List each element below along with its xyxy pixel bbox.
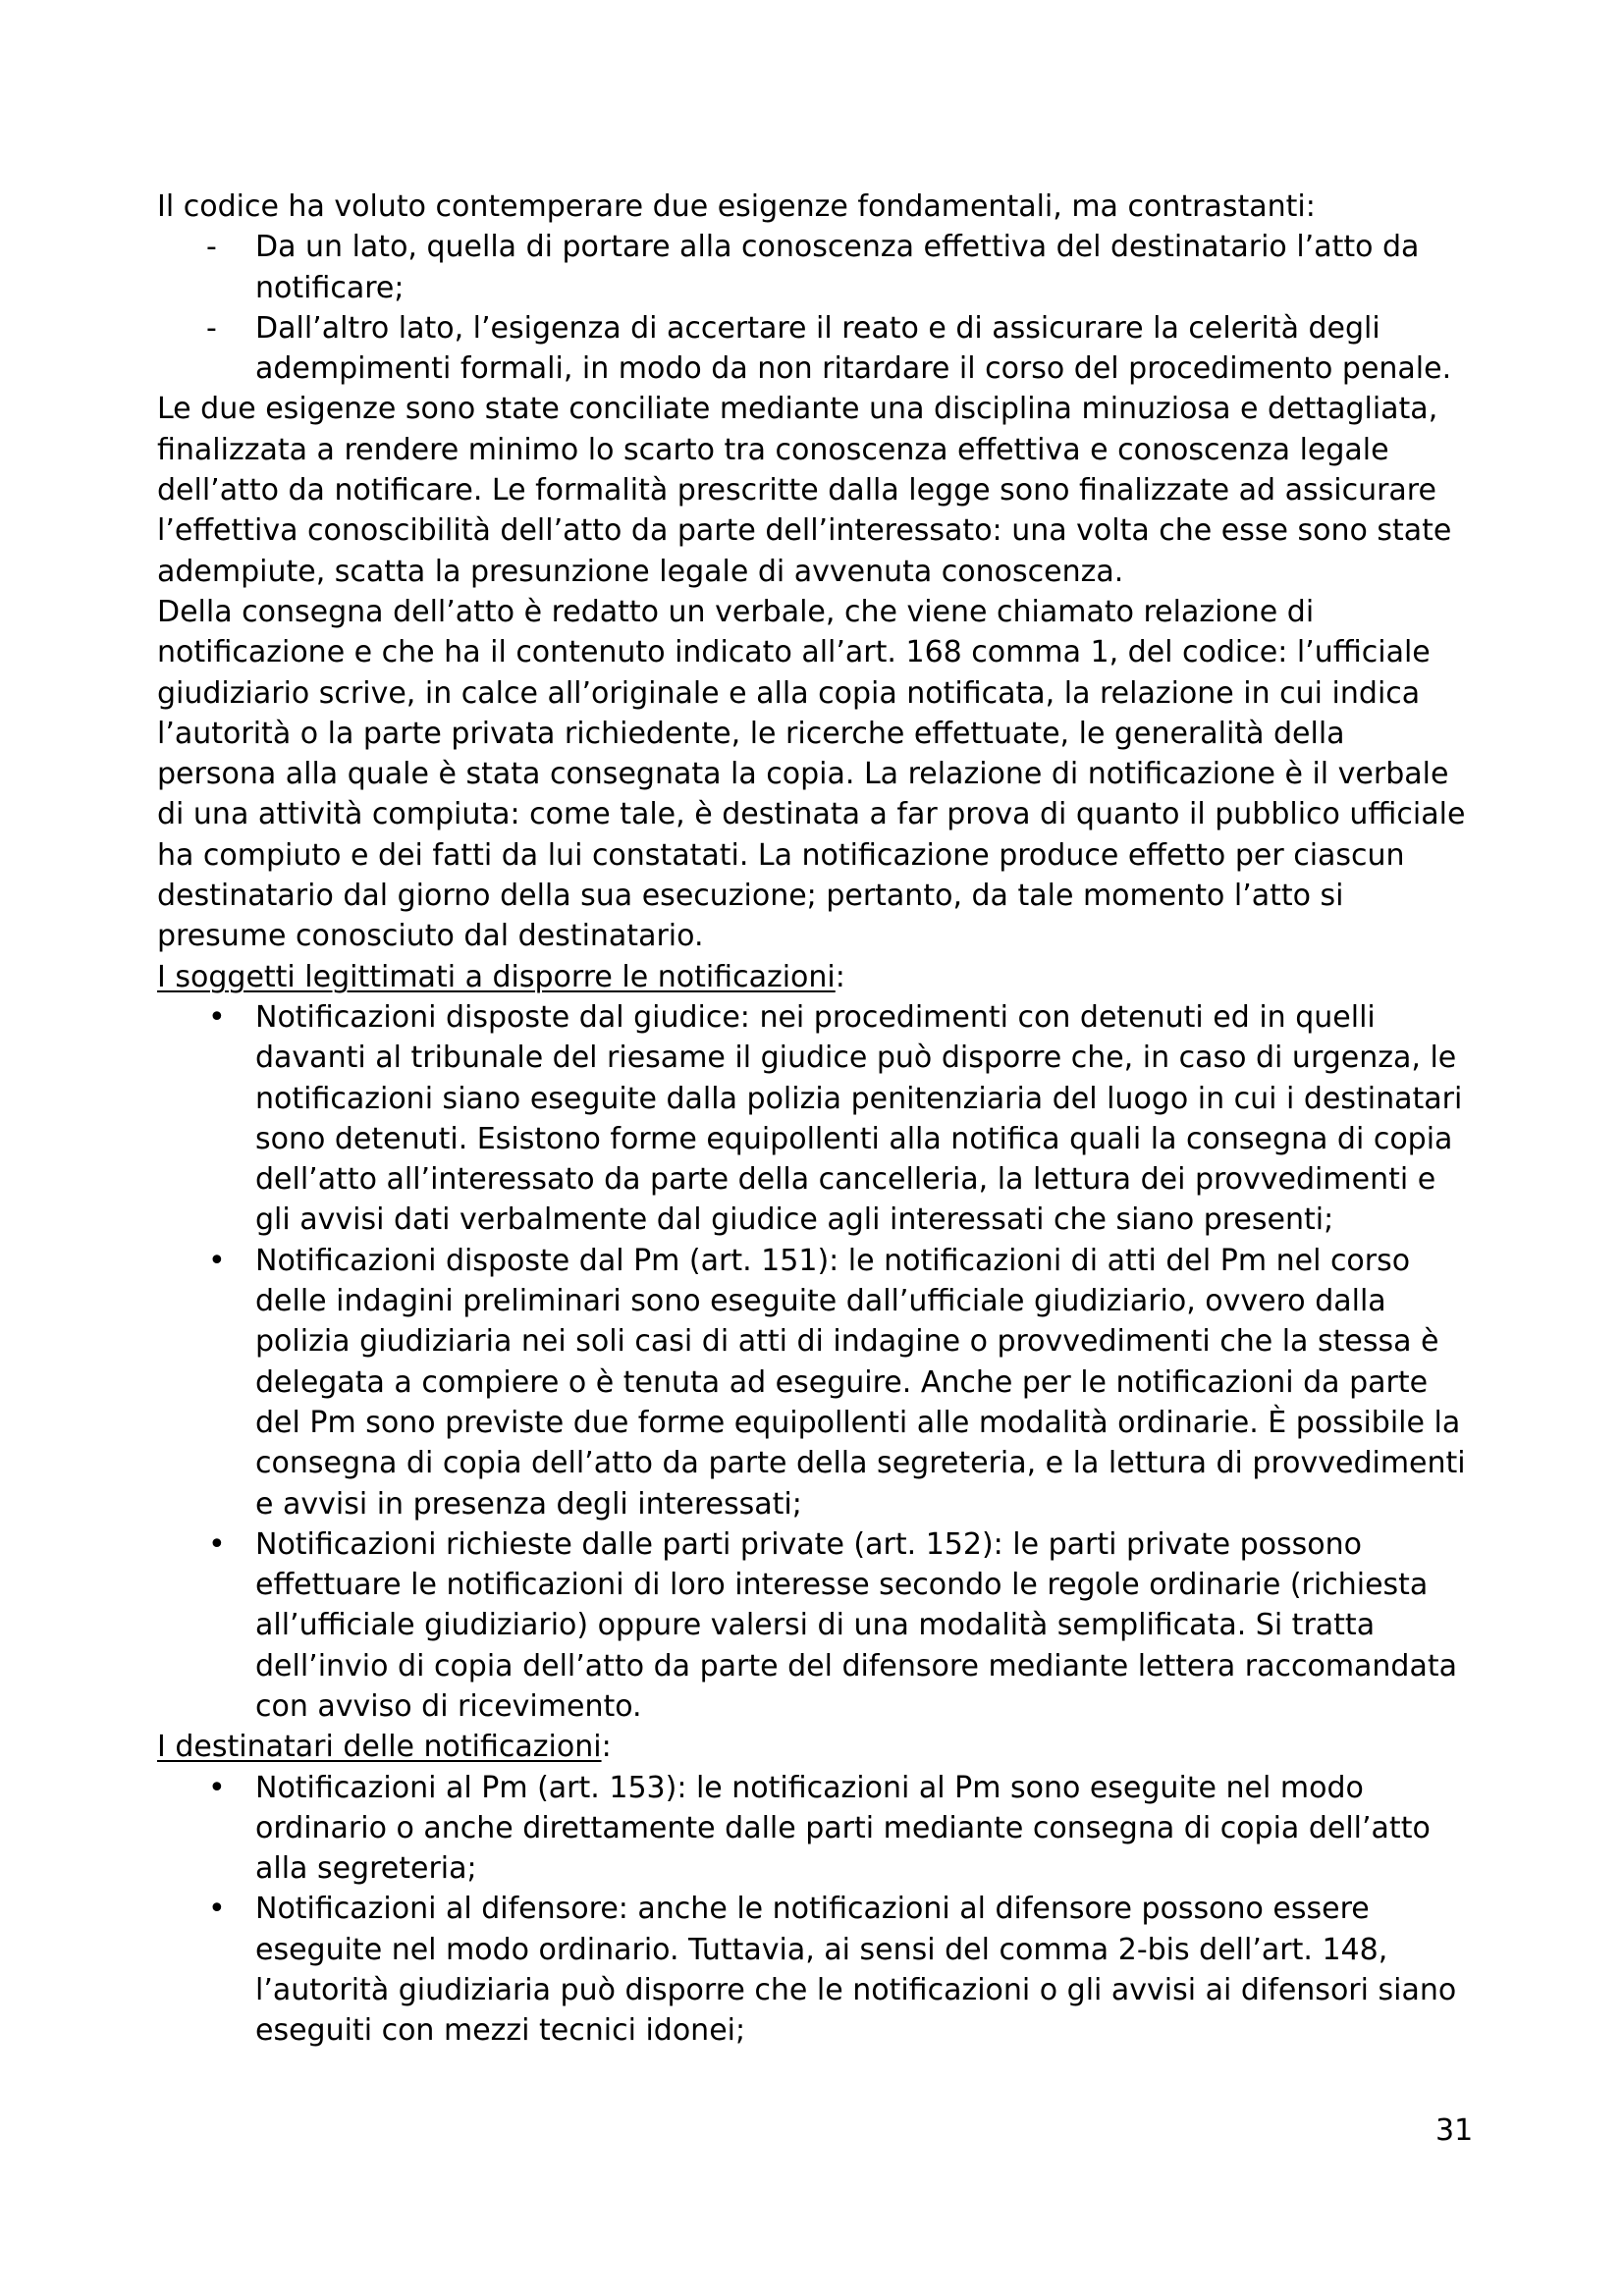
dash-marker: - — [206, 230, 217, 265]
body-paragraph: Le due esigenze sono state conciliate mediante una disciplina minuziosa e dettagliata, finalizzata a rendere minimo lo scarto tra conoscenza effettiva e conoscenza legale dell’atto da notificare. Le formalità prescritte dalla legge sono finalizzate ad assicurare l’effettiva conoscibilità dell’atto da parte dell’interessato: una volta che esse sono state adempiute, scatta la presunzione legale di avvenuta conoscenza. — [157, 392, 1452, 589]
bullet-marker: • — [208, 1243, 226, 1278]
intro-dash-list — [157, 227, 1473, 389]
section-heading-line — [157, 1727, 1473, 1767]
section-heading-soggetti: I soggetti legittimati a disporre le notificazioni — [157, 959, 836, 994]
dash-marker: - — [206, 310, 217, 346]
intro-paragraph: Il codice ha voluto contemperare due esigenze fondamentali, ma contrastanti: — [157, 189, 1316, 224]
body-paragraph: Della consegna dell’atto è redatto un verbale, che viene chiamato relazione di notificazione e che ha il contenuto indicato all’art. 168 comma 1, del codice: l’ufficiale giudiziario scrive, in calce all’originale e alla copia notificata, la relazione in cui indica l’autorità o la parte privata richiedente, le ricerche effettuate, le generalità della persona alla quale è stata consegnata la copia. La relazione di notificazione è il verbale di una attività compiuta: come tale, è destinata a far prova di quanto il pubblico ufficiale ha compiuto e dei fatti da lui constatati. La notificazione produce effetto per ciascun destinatario dal giorno della sua esecuzione; pertanto, da tale momento l’atto si presume conosciuto dal destinatario. — [157, 594, 1466, 954]
list-item — [157, 227, 1473, 308]
list-item-text: Notificazioni disposte dal giudice: nei procedimenti con detenuti ed in quelli davanti al tribunale del riesame il giudice può disporre che, in caso di urgenza, le notificazioni siano eseguite dalla polizia penitenziaria del luogo in cui i destinatari sono detenuti. Esistono forme equipollenti alla notifica quali la consegna di copia dell’atto all’interessato da parte della cancelleria, la lettura dei provvedimenti e gli avvisi dati verbalmente dal giudice agli interessati che siano presenti; — [255, 999, 1463, 1238]
list-item — [157, 1241, 1473, 1524]
list-item-text: Notificazioni richieste dalle parti private (art. 152): le parti private possono effettuare le notificazioni di loro interesse secondo le regole ordinarie (richiesta all’ufficiale giudiziario) oppure valersi di una modalità semplificata. Si tratta dell’invio di copia dell’atto da parte del difensore mediante lettera raccomandata con avviso di ricevimento. — [255, 1526, 1458, 1724]
list-item-text: Da un lato, quella di portare alla conoscenza effettiva del destinatario l’atto da notificare; — [255, 230, 1420, 305]
list-item — [157, 1524, 1473, 1727]
heading-colon: : — [601, 1730, 612, 1765]
section-heading-line — [157, 957, 1473, 997]
list-item — [157, 1889, 1473, 2051]
list-item — [157, 308, 1473, 390]
bullet-marker: • — [208, 999, 226, 1035]
destinatari-bullet-list — [157, 1768, 1473, 2052]
list-item — [157, 1768, 1473, 1890]
bullet-marker: • — [208, 1892, 226, 1927]
document-body — [157, 187, 1473, 2052]
list-item-text: Notificazioni al difensore: anche le notificazioni al difensore possono essere eseguite nel modo ordinario. Tuttavia, ai sensi del comma 2-bis dell’art. 148, l’autorità giudiziaria può disporre che le notificazioni o gli avvisi ai difensori siano eseguiti con mezzi tecnici idonei; — [255, 1892, 1457, 2049]
list-item — [157, 997, 1473, 1241]
page-number: 31 — [1435, 2113, 1474, 2148]
list-item-text: Notificazioni disposte dal Pm (art. 151): le notificazioni di atti del Pm nel corso delle indagini preliminari sono eseguite dall’ufficiale giudiziario, ovvero dalla polizia giudiziaria nei soli casi di atti di indagine o provvedimenti che la stessa è delegata a compiere o è tenuta ad eseguire. Anche per le notificazioni da parte del Pm sono previste due forme equipollenti alle modalità ordinarie. È possibile la consegna di copia dell’atto da parte della segreteria, e la lettura di provvedimenti e avvisi in presenza degli interessati; — [255, 1243, 1466, 1522]
list-item-text: Notificazioni al Pm (art. 153): le notificazioni al Pm sono eseguite nel modo ordinario o anche direttamente dalle parti mediante consegna di copia dell’atto alla segreteria; — [255, 1770, 1431, 1887]
bullet-marker: • — [208, 1526, 226, 1562]
list-item-text: Dall’altro lato, l’esigenza di accertare il reato e di assicurare la celerità degli adempimenti formali, in modo da non ritardare il corso del procedimento penale. — [255, 310, 1452, 387]
bullet-marker: • — [208, 1770, 226, 1805]
soggetti-bullet-list — [157, 997, 1473, 1727]
section-heading-destinatari: I destinatari delle notificazioni — [157, 1730, 602, 1765]
heading-colon: : — [835, 959, 845, 994]
